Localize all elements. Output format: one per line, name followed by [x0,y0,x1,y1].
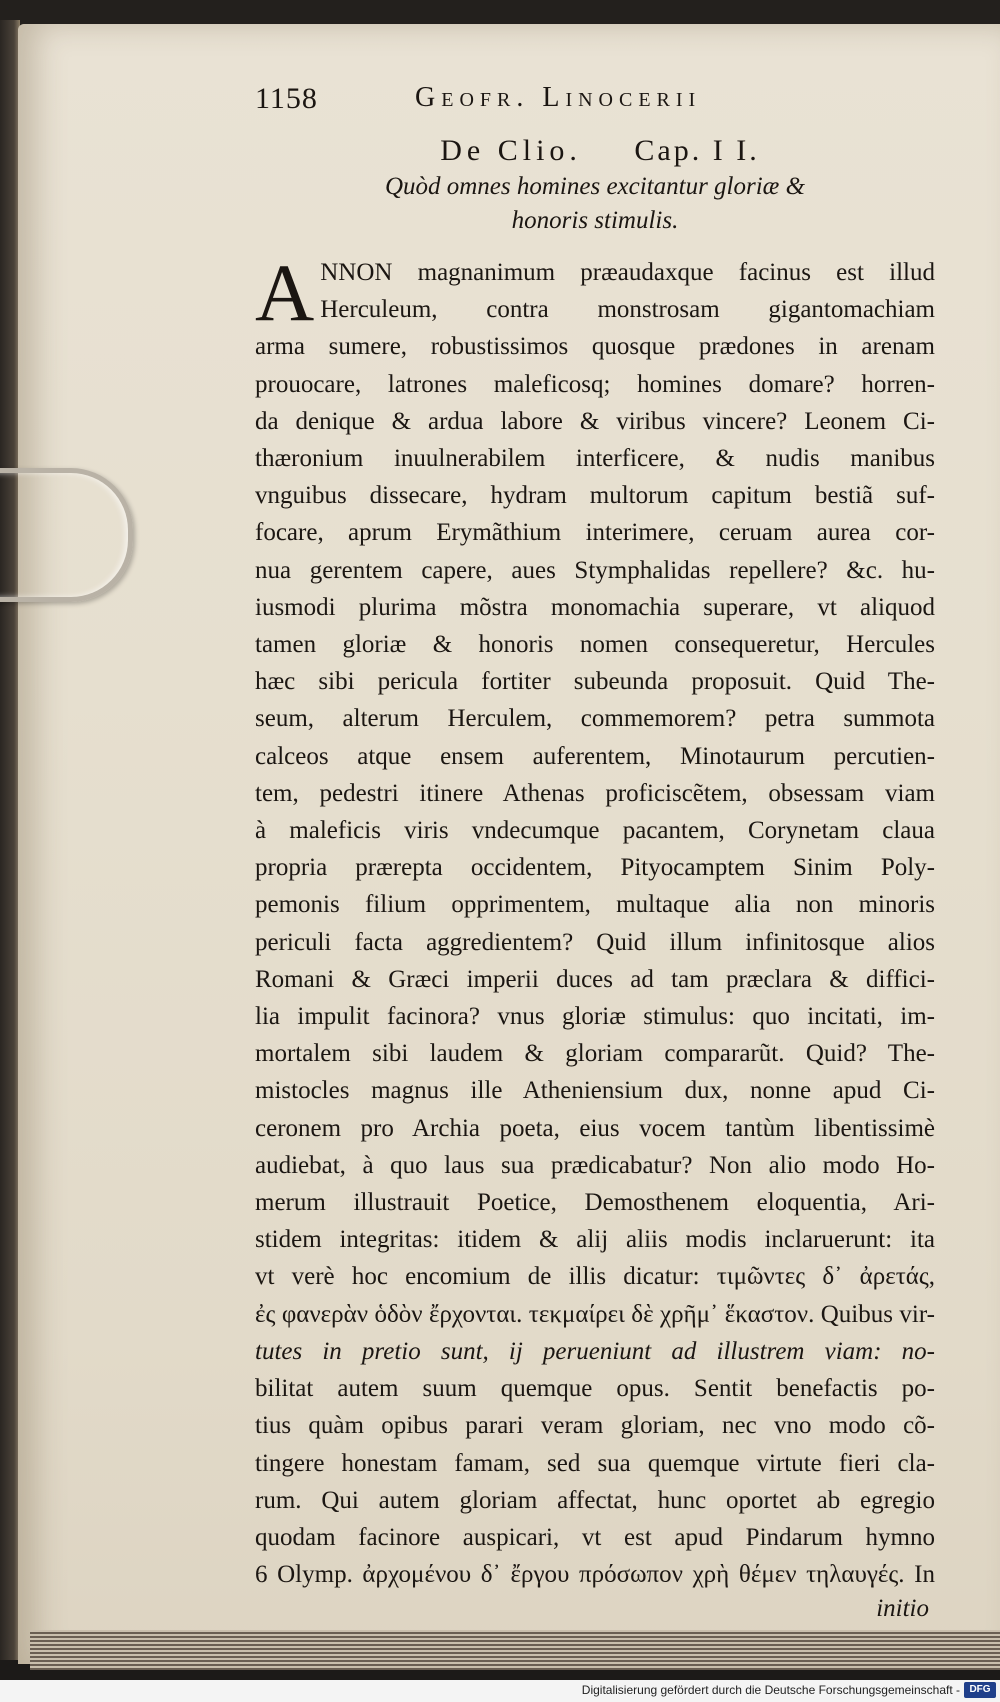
text-line: iusmodi plurima mõstra monomachia superare, vt aliquod [255,593,935,621]
text-line: NNON magnanimum præaudaxque facinus est illud [320,259,935,286]
text-line: nua gerentem capere, aues Stymphalidas repellere? &c. hu- [255,556,935,584]
text-line: tius quàm opibus parari veram gloriam, nec vno modo cõ- [255,1412,935,1440]
text-line: propria prærepta occidentem, Pityocamptem Sinim Poly- [255,854,935,882]
page-text [255,80,935,1623]
text-line: Romani & Græci imperii duces ad tam præclara & diffici- [255,965,935,993]
body-text [255,247,935,1593]
paper-clip-icon [0,468,133,602]
text-line: rum. Qui autem gloriam affectat, hunc oportet ab egregio [255,1486,935,1514]
text-line: arma sumere, robustissimos quosque prædones in arenam [255,333,935,361]
text-line: à maleficis viris vndecumque pacantem, Corynetam claua [255,817,935,845]
text-line: mortalem sibi laudem & gloriam compararũt. Quid? The- [255,1040,935,1068]
text-line: lia impulit facinora? vnus gloriæ stimulus: quo incitati, im- [255,1003,935,1031]
text-line: bilitat autem suum quemque opus. Sentit benefactis po- [255,1375,935,1403]
running-head: Geofr. Linocerii [415,82,702,113]
subtitle-line: Quòd omnes homines excitantur gloriæ & [384,173,806,200]
text-line: tem, pedestri itinere Athenas proficiscẽtem, obsessam viam [255,779,935,807]
chapter-subtitle [255,170,935,238]
text-line: tingere honestam famam, sed sua quemque virtute fieri cla- [255,1449,935,1477]
drop-initial: A [255,247,315,338]
catchword: initio [876,1595,929,1623]
text-line: 6 Olymp. ἀρχομένου δ᾽ ἔργου πρόσωπον χρὴ θέμεν τηλαυγές. In [255,1561,935,1589]
text-line: merum illustrauit Poetice, Demosthenem eloquentia, Ari- [255,1189,935,1217]
text-line: seum, alterum Herculem, commemorem? petra summota [255,705,935,733]
text-line: stidem integritas: itidem & alij aliis modis inclaruerunt: ita [255,1226,935,1254]
chapter-number: Cap. I I. [634,134,760,167]
dfg-logo-icon: DFG [964,1682,996,1698]
text-line: hæc sibi pericula fortiter subeunda proposuit. Quid The- [255,668,935,696]
text-line: ἐς φανερὰν ὁδὸν ἔρχονται. τεκμαίρει δὲ χρῆμ᾽ ἕκαστον. Quibus vir- [255,1300,935,1328]
chapter-heading [255,134,935,168]
text-line: Herculeum, contra monstrosam gigantomachiam [320,296,935,324]
text-line: tutes in pretio sunt, ij perueniunt ad illustrem viam: no- [255,1337,935,1365]
chapter-title: De Clio. [440,134,582,167]
text-line: da denique & ardua labore & viribus vincere? Leonem Ci- [255,407,935,435]
page-stack-edge [30,1630,1000,1670]
text-line: quodam facinore auspicari, vt est apud Pindarum hymno [255,1523,935,1551]
text-line: mistocles magnus ille Atheniensium dux, nonne apud Ci- [255,1077,935,1105]
text-line: vnguibus dissecare, hydram multorum capitum bestiã suf- [255,482,935,510]
page-number: 1158 [255,82,318,115]
funding-notice: Digitalisierung gefördert durch die Deutsche Forschungsgemeinschaft - [581,1683,960,1697]
text-line: pemonis filium opprimentem, multaque alia non minoris [255,891,935,919]
text-line: periculi facta aggredientem? Quid illum infinitosque alios [255,928,935,956]
text-line: thæronium inuulnerabilem interficere, & nudis manibus [255,445,935,473]
book-spine-edge [0,20,20,1660]
page-header [255,80,935,124]
text-line: calceos atque ensem auferentem, Minotaurum percutien- [255,742,935,770]
text-line: focare, aprum Erymãthium interimere, ceruam aurea cor- [255,519,935,547]
text-line: prouocare, latrones maleficosq; homines domare? horren- [255,370,935,398]
text-line: tamen gloriæ & honoris nomen consequeretur, Hercules [255,631,935,659]
subtitle-line: honoris stimulis. [511,207,679,234]
text-line: vt verè hoc encomium de illis dicatur: τιμῶντες δ᾽ ἀρετάς, [255,1263,935,1291]
text-line: audiebat, à quo laus sua prædicabatur? Non alio modo Ho- [255,1151,935,1179]
text-line: ceronem pro Archia poeta, eius vocem tantùm libentissimè [255,1114,935,1142]
